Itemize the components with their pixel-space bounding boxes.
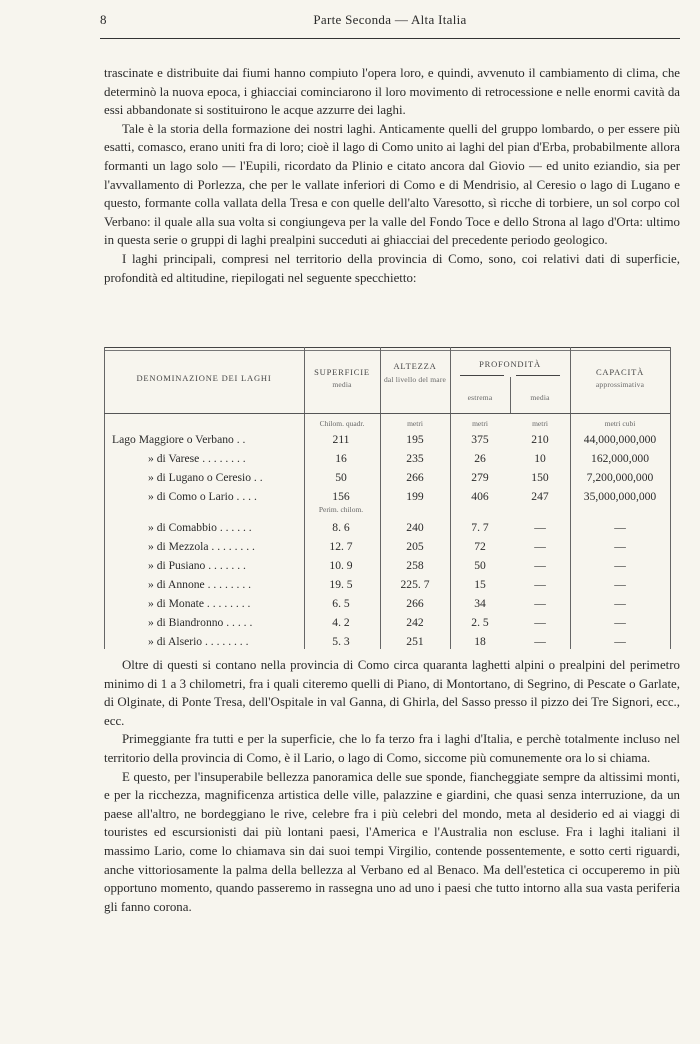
profondita-media-value: 150 [531,471,549,484]
altezza-value: 195 [406,433,424,446]
table-top-rule [104,347,670,348]
header-capacita-sub: approssimativa [595,380,645,389]
unit-estrema: metri [472,419,488,428]
profondita-media-value: 10 [534,452,546,465]
profondita-media-value: — [534,521,546,534]
superficie-value: 6. 5 [332,597,350,610]
profondita-media-value: 247 [531,490,549,503]
lake-name: » di Biandronno . . . . . [148,616,253,629]
table-row [104,595,670,614]
header-brace-left [460,375,504,376]
header-brace-right [516,375,560,376]
profondita-media-value: — [534,616,546,629]
lake-name: » di Monate . . . . . . . . [148,597,251,610]
profondita-media-value: — [534,578,546,591]
header-altezza-sub: dal livello del mare [383,375,447,384]
header-media: media [530,393,550,402]
lake-name: » di Pusiano . . . . . . . [148,559,246,572]
profondita-estrema-value: 18 [474,635,486,648]
capacita-value: 44,000,000,000 [583,433,657,446]
capacita-value: — [614,597,626,610]
profondita-estrema-value: 50 [474,559,486,572]
profondita-estrema-value: 406 [471,490,489,503]
profondita-estrema-value: 2. 5 [471,616,489,629]
superficie-value: 50 [335,471,347,484]
page-header [100,8,680,32]
paragraph: Primeggiante fra tutti e per la superficie, che lo fa terzo fra i laghi d'Italia, e perchè totalmente incluso nel territorio della provincia di Como, è il Lario, o lago di Como, siccome più comunemente ora lo si chiama. [104,732,680,765]
table-row [104,614,670,633]
altezza-value: 251 [406,635,424,648]
unit-superficie: Chilom. quadr. [319,419,365,428]
altezza-value: 235 [406,452,424,465]
capacita-value: 162,000,000 [591,452,649,465]
altezza-value: 225. 7 [400,578,430,591]
table-row [104,557,670,576]
paragraph: E questo, per l'insuperabile bellezza panoramica delle sue sponde, fiancheggiate sempre da altissimi monti, e per la ricchezza, magnificenza artistica delle ville, palazzine e giardini, che quasi senza interruzione, da un paese all'altro, ne bordeggiano le rive, celebre fra i più celebri del mondo, meta al desiderio ed ai viaggi di touristes ed escursionisti dai più lontani paesi, l'America e l'Australia non escluse. Fra i laghi italiani il massimo Lario, come lo chiamava sin dai suoi tempi Virgilio, contende possentemente, e sotto certi riguardi, anche vittoriosamente la palma della bellezza al Verbano ed al Benaco. Ma dell'estetica ci occuperemo in più opportuno momento, quando passeremo in rassegna uno ad uno i paesi che tutto intorno alla sua vasta periferia gli fanno corona. [104,769,680,914]
unit-capacita: metri cubi [604,419,636,428]
profondita-estrema-value: 26 [474,452,486,465]
profondita-estrema-value: 375 [471,433,489,446]
profondita-estrema-value: 34 [474,597,486,610]
text-block-bottom [104,656,680,916]
capacita-value: — [614,616,626,629]
superficie-value: 10. 9 [329,559,353,572]
paragraph: trascinate e distribuite dai fiumi hanno compiuto l'opera loro, e quindi, avvenuto il cambiamento di clima, che determinò la nuova epoca, i ghiacciai cominciarono il loro movimento di retrocessione e nelle enormi cavità da essi abbandonate si sostituirono le acque azzurre dei laghi. [104,66,680,118]
superficie-value: 5. 3 [332,635,350,648]
header-altezza: ALTEZZA [393,361,437,371]
profondita-estrema-value: 15 [474,578,486,591]
lakes-table [104,347,670,649]
header-rule [100,38,680,39]
table-row [104,633,670,652]
capacita-value: 7,200,000,000 [586,471,654,484]
lake-name: » di Annone . . . . . . . . [148,578,252,591]
superficie-value: 12. 7 [329,540,353,553]
header-bottom-rule [104,413,670,414]
superficie-value: 8. 6 [332,521,350,534]
header-denominazione: DENOMINAZIONE DEI LAGHI [136,373,272,383]
capacita-value: — [614,521,626,534]
perimetro-label: Perim. chilom. [318,505,364,514]
lake-name: » di Mezzola . . . . . . . . [148,540,255,553]
table-row [104,576,670,595]
table-row [104,469,670,488]
superficie-value: 16 [335,452,347,465]
lake-name: » di Como o Lario . . . . [148,490,257,503]
altezza-value: 242 [406,616,424,629]
capacita-value: — [614,635,626,648]
profondita-media-value: — [534,540,546,553]
paragraph: I laghi principali, compresi nel territorio della provincia di Como, sono, coi relativi dati di superficie, profondità ed altitudine, riepilogati nel seguente specchietto: [104,251,680,285]
table-row [104,519,670,538]
header-estrema: estrema [467,393,493,402]
table-row [104,431,670,450]
profondita-media-value: — [534,635,546,648]
header-capacita: CAPACITÀ [595,367,645,377]
profondita-estrema-value: 279 [471,471,489,484]
altezza-value: 240 [406,521,424,534]
profondita-media-value: — [534,597,546,610]
paragraph: Tale è la storia della formazione dei nostri laghi. Anticamente quelli del gruppo lombardo, o per essere più esatti, comasco, erano uniti fra di loro; cioè il lago di Como unito ai laghi del pian d'Erba, probabilmente allora formanti un lago solo — l'Eupili, ricordato da Plinio e citato ancora dal Giovio — ed unito eziandio, sia per l'avvallamento di Porlezza, che per le vallate inferiori di Como e di Mendrisio, al Ceresio o lago di Lugano e questo, formante colla vallata della Tresa e con quelle dell'alto Varesotto, sì ricche di torbiere, un sol corpo col Verbano: il quale alla sua volta si congiungeva per la valle del Fondo Toce e dello Strona al lago d'Orta: ultimo in questa serie o gruppi di laghi prealpini succeduti ai ghiacciai del precedente periodo geologico. [104,121,680,248]
superficie-value: 156 [332,490,350,503]
altezza-value: 266 [406,471,424,484]
lake-name: » di Alserio . . . . . . . . [148,635,249,648]
altezza-value: 266 [406,597,424,610]
capacita-value: 35,000,000,000 [583,490,657,503]
lake-name: » di Varese . . . . . . . . [148,452,246,465]
paragraph: Oltre di questi si contano nella provincia di Como circa quaranta laghetti alpini o prealpini del perimetro minimo di 1 a 3 chilometri, fra i quali citeremo quelli di Piano, di Montortano, di Segrino, di Pescate o Garlate, di Olginate, di Ponte Tresa, dell'Ospitale in val Ganna, di Ghirla, del Sasso presso il pizzo dei Tre Signori, ecc., ecc. [104,658,680,728]
capacita-value: — [614,578,626,591]
altezza-value: 205 [406,540,424,553]
table-row [104,538,670,557]
lake-name: » di Comabbio . . . . . . [148,521,252,534]
lake-name: » di Lugano o Ceresio . . [148,471,263,484]
profondita-estrema-value: 72 [474,540,486,553]
table-top-rule-thin [104,350,670,351]
capacita-value: — [614,540,626,553]
unit-media: metri [532,419,548,428]
text-block-top [104,64,680,287]
header-superficie: SUPERFICIE [314,367,370,377]
header-superficie-sub: media [332,380,352,389]
superficie-value: 211 [332,433,350,446]
altezza-value: 199 [406,490,424,503]
superficie-value: 19. 5 [329,578,353,591]
profondita-media-value: — [534,559,546,572]
profondita-estrema-value: 7. 7 [471,521,489,534]
superficie-value: 4. 2 [332,616,350,629]
table-row [104,450,670,469]
lake-name: Lago Maggiore o Verbano . . [112,433,246,446]
profondita-media-value: 210 [531,433,549,446]
capacita-value: — [614,559,626,572]
altezza-value: 258 [406,559,424,572]
table-border-right [670,347,671,649]
table-row [104,488,670,507]
unit-altezza: metri [407,419,423,428]
page-number: 8 [100,12,107,27]
running-title: Parte Seconda — Alta Italia [313,12,467,27]
header-profondita: PROFONDITÀ [479,359,541,369]
